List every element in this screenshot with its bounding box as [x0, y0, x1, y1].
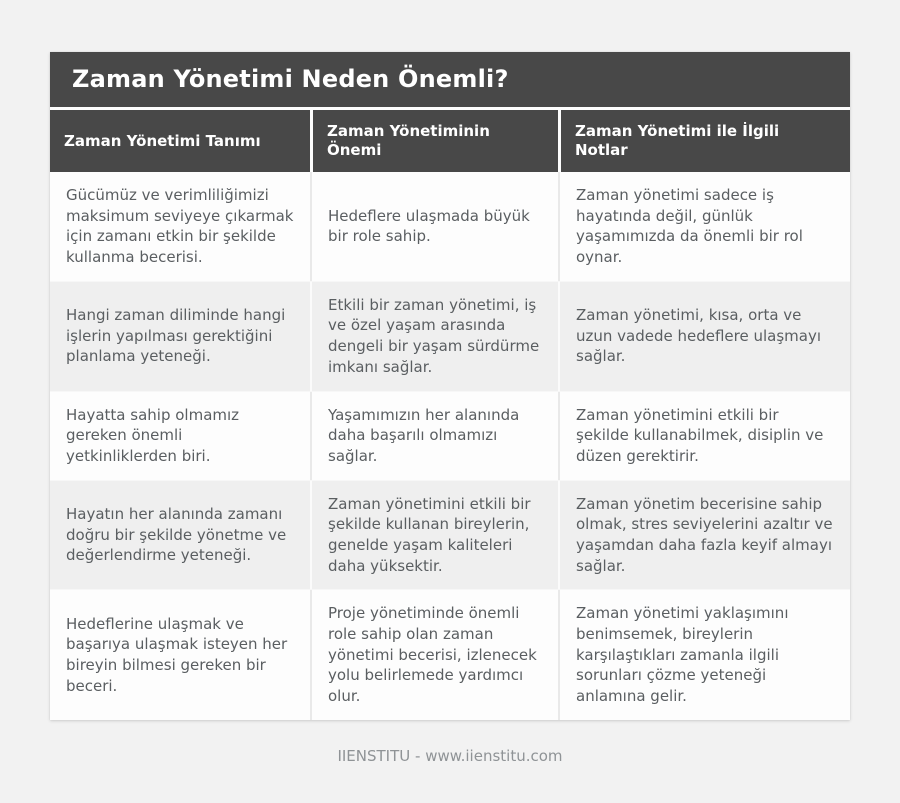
table-cell: Hedeflerine ulaşmak ve başarıya ulaşmak isteyen her bireyin bilmesi gereken bir beceri. — [50, 590, 310, 719]
table-cell: Hayatta sahip olmamız gereken önemli yetkinliklerden biri. — [50, 392, 310, 480]
column-header-tanimi: Zaman Yönetimi Tanımı — [50, 110, 310, 172]
table-cell: Gücümüz ve verimliliğimizi maksimum seviyeye çıkarmak için zamanı etkin bir şekilde kullanma becerisi. — [50, 172, 310, 281]
table-body — [50, 172, 850, 720]
column-header-onemi: Zaman Yönetiminin Önemi — [310, 110, 558, 172]
page — [0, 52, 900, 803]
table-row — [50, 391, 850, 480]
table-row — [50, 172, 850, 281]
table-header-row — [50, 107, 850, 172]
table-cell: Yaşamımızın her alanında daha başarılı olmamızı sağlar. — [310, 392, 558, 480]
table-row — [50, 480, 850, 590]
column-header-notlar: Zaman Yönetimi ile İlgili Notlar — [558, 110, 850, 172]
table-cell: Hayatın her alanında zamanı doğru bir şekilde yönetme ve değerlendirme yeteneği. — [50, 481, 310, 590]
table-cell: Zaman yönetim becerisine sahip olmak, stres seviyelerini azaltır ve yaşamdan daha fazla keyif almayı sağlar. — [558, 481, 850, 590]
table-cell: Etkili bir zaman yönetimi, iş ve özel yaşam arasında dengeli bir yaşam sürdürme imkanı sağlar. — [310, 282, 558, 391]
table-cell: Proje yönetiminde önemli role sahip olan zaman yönetimi becerisi, izlenecek yolu belirlemede yardımcı olur. — [310, 590, 558, 719]
table-row — [50, 589, 850, 719]
table-card — [50, 52, 850, 720]
table-cell: Zaman yönetimi sadece iş hayatında değil, günlük yaşamımızda da önemli bir rol oynar. — [558, 172, 850, 281]
table-cell: Zaman yönetimini etkili bir şekilde kullanan bireylerin, genelde yaşam kaliteleri daha yüksektir. — [310, 481, 558, 590]
page-title: Zaman Yönetimi Neden Önemli? — [50, 52, 850, 107]
table-cell: Zaman yönetimi, kısa, orta ve uzun vadede hedeflere ulaşmayı sağlar. — [558, 282, 850, 391]
footer-credit: IIENSTITU - www.iienstitu.com — [337, 746, 563, 765]
table-row — [50, 281, 850, 391]
table-cell: Hedeflere ulaşmada büyük bir role sahip. — [310, 172, 558, 281]
table-cell: Zaman yönetimi yaklaşımını benimsemek, bireylerin karşılaştıkları zamanla ilgili sorunları çözme yeteneği anlamına gelir. — [558, 590, 850, 719]
table-cell: Hangi zaman diliminde hangi işlerin yapılması gerektiğini planlama yeteneği. — [50, 282, 310, 391]
table-cell: Zaman yönetimini etkili bir şekilde kullanabilmek, disiplin ve düzen gerektirir. — [558, 392, 850, 480]
